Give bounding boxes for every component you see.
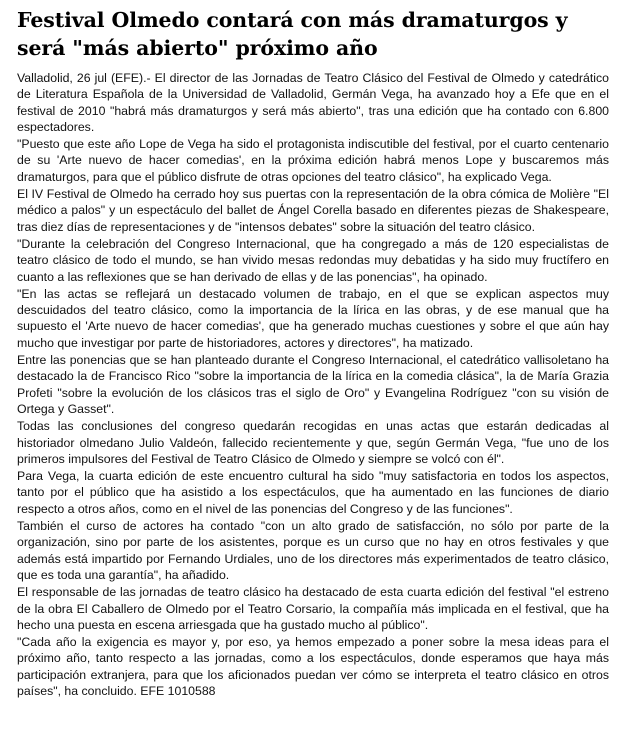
article-body xyxy=(17,70,609,699)
article-paragraph: El responsable de las jornadas de teatro clásico ha destacado de esta cuarta edición del festival "el estreno de la obra El Caballero de Olmedo por el Teatro Corsario, la compañía más implicada en el festival, que ha hecho una puesta en escena arriesgada que ha gustado mucho al público". xyxy=(17,585,609,632)
article-paragraph: Valladolid, 26 jul (EFE).- El director de las Jornadas de Teatro Clásico del Festival de Olmedo y catedrático de Literatura Española de la Universidad de Valladolid, Germán Vega, ha avanzado hoy a Efe que en el festival de 2010 "habrá más dramaturgos y será más abierto", tras una edición que ha contado con 6.800 espectadores. xyxy=(17,71,609,134)
article-paragraph: También el curso de actores ha contado "con un alto grado de satisfacción, no sólo por parte de la organización, sino por parte de los asistentes, porque es un curso que no hay en otros festivales y que además está impartido por Fernando Urdiales, uno de los directores más experimentados de teatro clásico, que es toda una garantía", ha añadido. xyxy=(17,519,609,582)
article-paragraph: Entre las ponencias que se han planteado durante el Congreso Internacional, el catedrático vallisoletano ha destacado la de Francisco Rico "sobre la importancia de la lírica en la comedia clásica", la de María Grazia Profeti "sobre la evolución de los clásicos tras el siglo de Oro" y Evangelina Rodríguez "con su visión de Ortega y Gasset". xyxy=(17,353,609,416)
article-paragraph: El IV Festival de Olmedo ha cerrado hoy sus puertas con la representación de la obra cómica de Molière "El médico a palos" y un espectáculo del ballet de Ángel Corella basado en diferentes piezas de Shakespeare, tras diez días de representaciones y de "intensos debates" sobre la situación del teatro clásico. xyxy=(17,187,609,234)
article-paragraph: Todas las conclusiones del congreso quedarán recogidas en unas actas que estarán dedicadas al historiador olmedano Julio Valdeón, fallecido recientemente y que, según Germán Vega, "fue uno de los primeros impulsores del Festival de Teatro Clásico de Olmedo y siempre se volcó con él". xyxy=(17,419,609,466)
article-paragraph: "En las actas se reflejará un destacado volumen de trabajo, en el que se explican aspectos muy descuidados del teatro clásico, como la importancia de la lírica en las obras, y de ese manual que ha supuesto el 'Arte nuevo de hacer comedias', que ha generado muchas cuestiones y sobre el que aún hay mucho que investigar por parte de historiadores, actores y directores", ha matizado. xyxy=(17,286,609,350)
article-paragraph: "Puesto que este año Lope de Vega ha sido el protagonista indiscutible del festival, por el cuarto centenario de su 'Arte nuevo de hacer comedias', en la próxima edición habrá menos Lope y buscaremos más dramaturgos, para que el público disfrute de otras opciones del teatro clásico", ha explicado Vega. xyxy=(17,137,609,184)
article-paragraph: "Durante la celebración del Congreso Internacional, que ha congregado a más de 120 especialistas de teatro clásico de todo el mundo, se han vivido mesas redondas muy debatidas y ha sido muy fructífero en cuanto a las reflexiones que se han derivado de ellas y de las ponencias", ha opinado. xyxy=(17,236,609,284)
article-headline: Festival Olmedo contará con más dramaturgos y será "más abierto" próximo año xyxy=(17,8,568,60)
article-paragraph: "Cada año la exigencia es mayor y, por eso, ya hemos empezado a poner sobre la mesa ideas para el próximo año, tanto respecto a las jornadas, como a los espectáculos, donde esperamos que haya más participación extranjera, para que los aficionados puedan ver cómo se interpreta el teatro clásico en otros países", ha concluido. EFE 1010588 xyxy=(17,635,609,698)
article-paragraph: Para Vega, la cuarta edición de este encuentro cultural ha sido "muy satisfactoria en todos los aspectos, tanto por el público que ha asistido a los espectáculos, que ha aumentado en las funciones de diario respecto a otros años, como en el nivel de las ponencias del Congreso y de las funciones". xyxy=(17,469,609,516)
